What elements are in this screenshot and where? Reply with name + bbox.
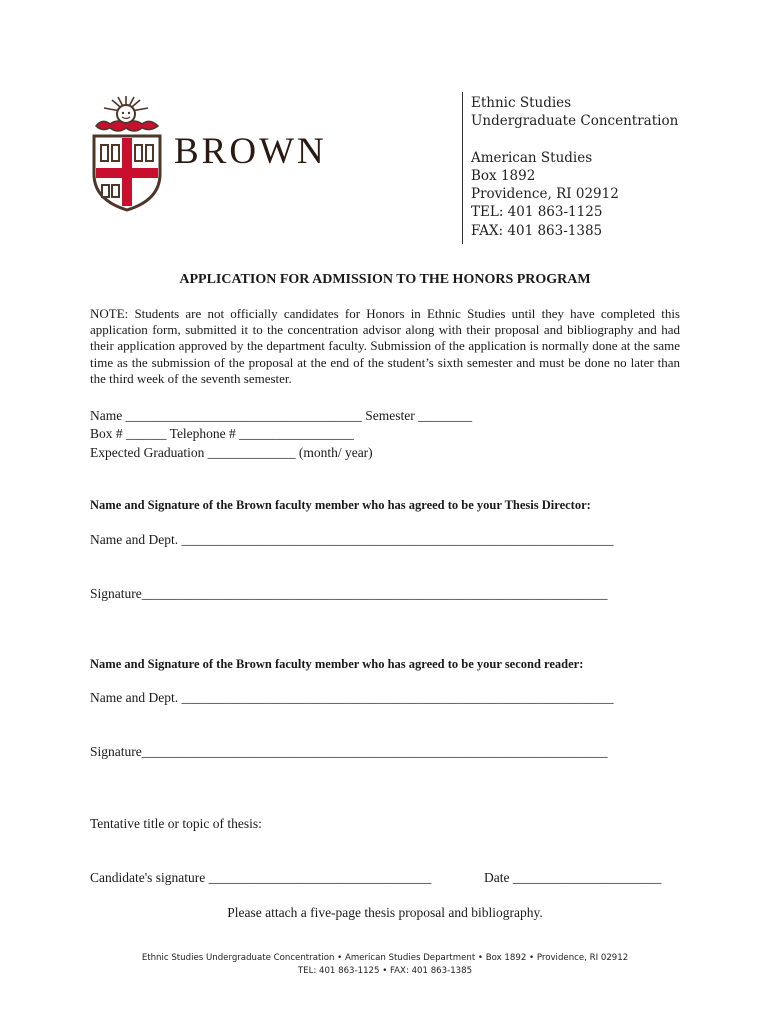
director-signature-field[interactable]: Signature_____________________________________________________________________ bbox=[90, 586, 608, 601]
address-block bbox=[471, 94, 678, 240]
reader-signature-field[interactable]: Signature_____________________________________________________________________ bbox=[90, 744, 608, 759]
brown-wordmark: BROWN bbox=[174, 131, 327, 172]
address-line-department: Ethnic Studies bbox=[471, 95, 572, 111]
footer bbox=[0, 952, 770, 978]
thesis-title-field[interactable]: Tentative title or topic of thesis: bbox=[90, 816, 262, 831]
address-line-tel: TEL: 401 863-1125 bbox=[471, 204, 603, 221]
note-paragraph: NOTE: Students are not officially candidates for Honors in Ethnic Studies until they have completed this application form, submitted it to the concentration advisor along with their proposal and bibliography and had their application approved by the department faculty. Submission of the application is normally done at the same time as the submission of the proposal at the end of the student’s sixth semester and must be done no later than the third week of the seventh semester. bbox=[90, 306, 680, 386]
footer-line-address: Ethnic Studies Undergraduate Concentration • American Studies Department • Box 1892 • Providence, RI 02912 bbox=[141, 953, 629, 963]
address-line-concentration: Undergraduate Concentration bbox=[471, 113, 679, 130]
director-name-dept-field[interactable]: Name and Dept. ________________________________________________________________ bbox=[90, 532, 614, 547]
expected-graduation-field[interactable]: Expected Graduation _____________ (month/ year) bbox=[90, 445, 373, 460]
reader-name-dept-field[interactable]: Name and Dept. ________________________________________________________________ bbox=[90, 690, 614, 705]
footer-line-phone: TEL: 401 863-1125 • FAX: 401 863-1385 bbox=[297, 966, 473, 976]
thesis-director-heading: Name and Signature of the Brown faculty member who has agreed to be your Thesis Director: bbox=[90, 498, 591, 512]
address-divider bbox=[462, 92, 463, 244]
candidate-signature-field[interactable]: Candidate's signature _________________________________ bbox=[90, 870, 432, 885]
date-field[interactable]: Date ______________________ bbox=[484, 870, 662, 885]
attach-instructions: Please attach a five-page thesis proposal and bibliography. bbox=[227, 905, 543, 920]
address-line-fax: FAX: 401 863-1385 bbox=[471, 222, 603, 239]
name-semester-field[interactable]: Name ___________________________________ Semester ________ bbox=[90, 408, 473, 423]
second-reader-heading: Name and Signature of the Brown faculty member who has agreed to be your second reader: bbox=[90, 657, 584, 671]
brown-university-shield-icon bbox=[90, 92, 170, 214]
address-line-city: Providence, RI 02912 bbox=[471, 186, 619, 203]
page-title: APPLICATION FOR ADMISSION TO THE HONORS PROGRAM bbox=[179, 272, 591, 287]
box-telephone-field[interactable]: Box # ______ Telephone # _________________ bbox=[90, 426, 354, 441]
address-line-box: Box 1892 bbox=[471, 167, 536, 184]
address-line-program: American Studies bbox=[471, 149, 593, 166]
